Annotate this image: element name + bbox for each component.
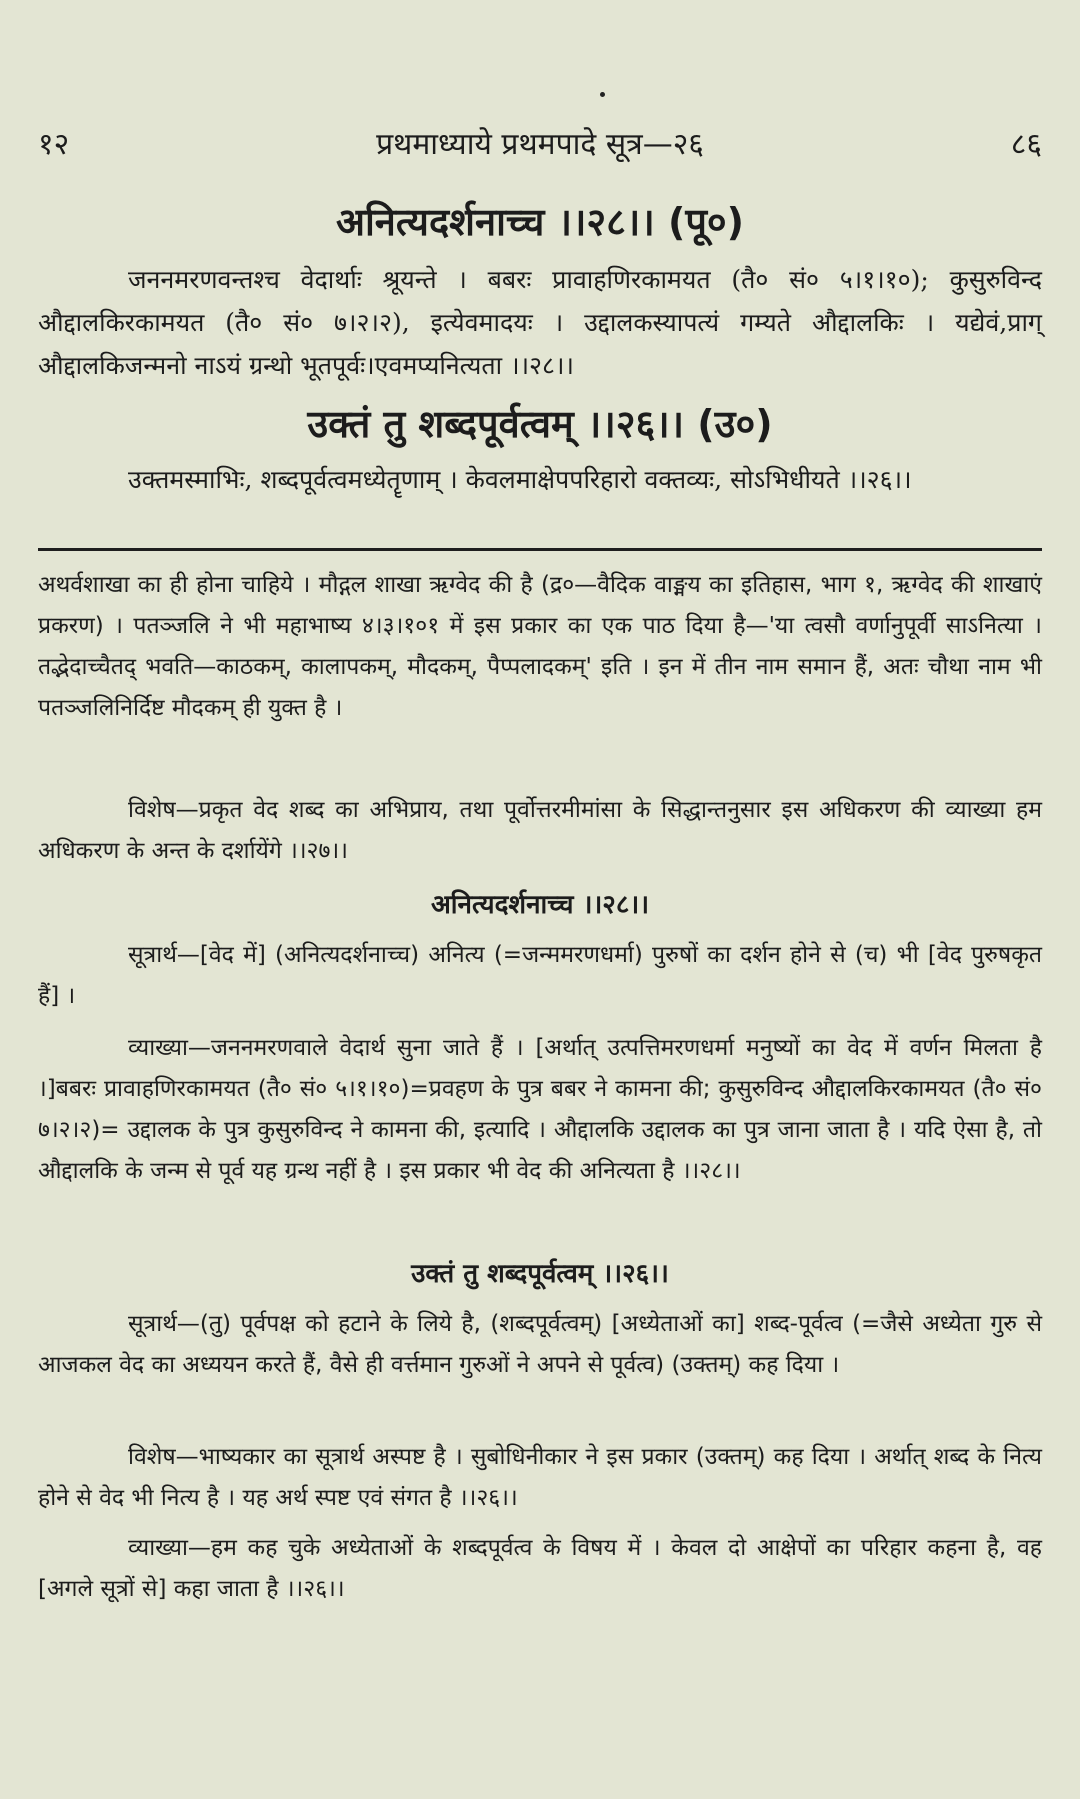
sutra-28-subheading: अनित्यदर्शनाच्च ।।२८।। (430, 890, 650, 920)
sutra-29-note: विशेष—भाष्यकार का सूत्रार्थ अस्पष्ट है । सुबोधिनीकार ने इस प्रकार (उक्तम्) कह दिया । अर्थात् शब्द के नित्य होने से वेद भी नित्य है । यह अर्थ स्पष्ट एवं संगत है ।।२६।। (38, 1444, 1042, 1511)
running-title: प्रथमाध्याये प्रथमपादे सूत्र—२६ (376, 127, 704, 162)
sutra-29-heading: उक्तं तु शब्दपूर्वत्वम् ।।२६।। (उ०) (307, 402, 773, 446)
running-head (38, 122, 1042, 163)
commentary-para-2: विशेष—प्रकृत वेद शब्द का अभिप्राय, तथा पूर्वोत्तरमीमांसा के सिद्धान्तनुसार इस अधिकरण की व्याख्या हम अधिकरण के अन्त के दर्शायेंगे ।।२७।। (38, 797, 1042, 864)
sutra-28-meaning: सूत्रार्थ—[वेद में] (अनित्यदर्शनाच्च) अनित्य (=जन्ममरणधर्मा) पुरुषों का दर्शन होने से (च) भी [वेद पुरुषकृत हैं] । (38, 942, 1042, 1009)
sutra-29-explanation: व्याख्या—हम कह चुके अध्येताओं के शब्दपूर्वत्व के विषय में । केवल दो आक्षेपों का परिहार कहना है, वह [अगले सूत्रों से] कहा जाता है ।।२६।। (38, 1535, 1042, 1602)
commentary-para-1: अथर्वशाखा का ही होना चाहिये । मौद्गल शाखा ऋग्वेद की है (द्र०—वैदिक वाङ्मय का इतिहास, भाग १, ऋग्वेद की शाखाएं प्रकरण) । पतञ्जलि ने भी महाभाष्य ४।३।१०१ में इस प्रकार का एक पाठ दिया है—'या त्वसौ वर्णानुपूर्वी साऽनित्या । तद्भेदाच्चैतद् भवति—काठकम्, कालापकम्, मौदकम्, पैप्पलादकम्' इति । इन में तीन नाम समान हैं, अतः चौथा नाम भी पतञ्जलिनिर्दिष्ट मौदकम् ही युक्त है । (38, 572, 1042, 721)
sutra-28-bhashya: जननमरणवन्तश्च वेदार्थाः श्रूयन्ते । बबरः प्रावाहणिरकामयत (तै० सं० ५।१।१०); कुसुरुविन्द औद्दालकिरकामयत (तै० सं० ७।२।२), इत्येवमादयः । उद्दालकस्यापत्यं गम्यते औद्दालकिः । यद्येवं,प्राग् औद्दालकिजन्मनो नाऽयं ग्रन्थो भूतपूर्वः।एवमप्यनित्यता ।।२८।। (38, 265, 1042, 380)
sutra-29-bhashya: उक्तमस्माभिः, शब्दपूर्वत्वमध्येतॄणाम् । केवलमाक्षेपपरिहारो वक्तव्यः, सोऽभिधीयते ।।२६।। (128, 465, 912, 494)
page-number-right: ८६ (1010, 127, 1042, 162)
ink-dot (600, 92, 605, 97)
sutra-28-heading: अनित्यदर्शनाच्च ।।२८।। (पू०) (335, 200, 745, 244)
sutra-29-subheading: उक्तं तु शब्दपूर्वत्वम् ।।२६।। (411, 1259, 669, 1289)
page-number-left: १२ (38, 127, 70, 162)
divider-rule (38, 548, 1042, 551)
sutra-28-explanation: व्याख्या—जननमरणवाले वेदार्थ सुना जाते हैं । [अर्थात् उत्पत्तिमरणधर्मा मनुष्यों का वेद में वर्णन मिलता है ।]बबरः प्रावाहणिरकामयत (तै० सं० ५।१।१०)=प्रवहण के पुत्र बबर ने कामना की; कुसुरुविन्द औद्दालकिरकामयत (तै० सं० ७।२।२)= उद्दालक के पुत्र कुसुरुविन्द ने कामना की, इत्यादि । औद्दालकि उद्दालक का पुत्र जाना जाता है । यदि ऐसा है, तो औद्दालकि के जन्म से पूर्व यह ग्रन्थ नहीं है । इस प्रकार भी वेद की अनित्यता है ।।२८।। (38, 1035, 1042, 1184)
sutra-29-meaning: सूत्रार्थ—(तु) पूर्वपक्ष को हटाने के लिये है, (शब्दपूर्वत्वम्) [अध्येताओं का] शब्द-पूर्वत्व (=जैसे अध्येता गुरु से आजकल वेद का अध्ययन करते हैं, वैसे ही वर्त्तमान गुरुओं ने अपने से पूर्वत्व) (उक्तम्) कह दिया । (38, 1311, 1042, 1378)
